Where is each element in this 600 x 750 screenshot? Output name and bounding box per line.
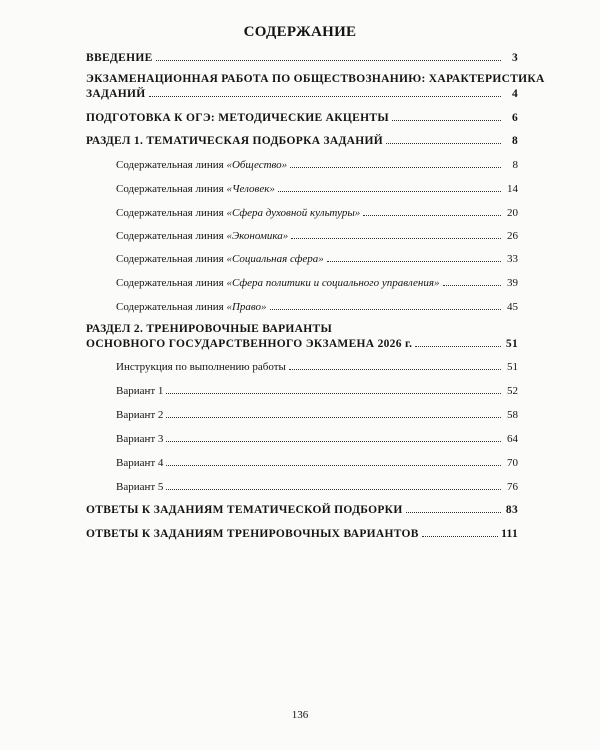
toc-entry-instructions[interactable] xyxy=(116,361,518,373)
toc-entry-page: 111 xyxy=(501,528,518,540)
toc-entry-label: Содержательная линия «Экономика» xyxy=(116,230,289,242)
toc-entry-line-economy[interactable] xyxy=(116,230,518,242)
dot-leader xyxy=(156,60,501,61)
toc-entry-page: 64 xyxy=(507,433,518,445)
toc-entry-page: 8 xyxy=(512,159,518,171)
toc-entry-label: Вариант 5 xyxy=(116,481,164,493)
toc-entry-label: ЗАДАНИЙ xyxy=(86,88,146,100)
toc-entry-label: Инструкция по выполнению работы xyxy=(116,361,286,373)
dot-leader xyxy=(270,309,501,310)
toc-entry-page: 33 xyxy=(507,253,518,265)
toc-entry-page: 51 xyxy=(507,361,518,373)
toc-entry-label: ОТВЕТЫ К ЗАДАНИЯМ ТЕМАТИЧЕСКОЙ ПОДБОРКИ xyxy=(86,504,403,516)
dot-leader xyxy=(166,441,501,442)
toc-entry-variant-4[interactable] xyxy=(116,457,518,469)
page-number: 136 xyxy=(291,709,309,721)
toc-entry-line-law[interactable] xyxy=(116,301,518,313)
toc-entry-exam-work[interactable] xyxy=(86,88,518,100)
toc-entry-oge-preparation[interactable] xyxy=(86,112,518,124)
toc-entry-label: Содержательная линия «Право» xyxy=(116,301,267,313)
toc-entry-page: 26 xyxy=(507,230,518,242)
toc-entry-label: Вариант 1 xyxy=(116,385,164,397)
toc-entry-label: Содержательная линия «Сфера духовной культуры» xyxy=(116,207,361,219)
toc-entry-page: 14 xyxy=(507,183,518,195)
dot-leader xyxy=(443,285,502,286)
toc-entry-page: 52 xyxy=(507,385,518,397)
page-title: СОДЕРЖАНИЕ xyxy=(243,24,357,40)
dot-leader xyxy=(386,143,501,144)
toc-entry-label: ПОДГОТОВКА К ОГЭ: МЕТОДИЧЕСКИЕ АКЦЕНТЫ xyxy=(86,112,389,124)
toc-entry-page: 58 xyxy=(507,409,518,421)
toc-entry-line-society[interactable] xyxy=(116,159,518,171)
toc-entry-page: 4 xyxy=(511,88,518,100)
toc-entry-page: 20 xyxy=(507,207,518,219)
toc-entry-answers-thematic[interactable] xyxy=(86,504,518,516)
toc-entry-variant-1[interactable] xyxy=(116,385,518,397)
toc-entry-label: Вариант 4 xyxy=(116,457,164,469)
toc-entry-section-1[interactable] xyxy=(86,135,518,147)
toc-entry-section-2-line1[interactable]: РАЗДЕЛ 2. ТРЕНИРОВОЧНЫЕ ВАРИАНТЫ xyxy=(86,323,333,335)
toc-entry-page: 39 xyxy=(507,277,518,289)
dot-leader xyxy=(290,167,501,168)
toc-entry-line-politics[interactable] xyxy=(116,277,518,289)
toc-entry-page: 6 xyxy=(511,112,518,124)
dot-leader xyxy=(415,346,501,347)
toc-entry-page: 83 xyxy=(505,504,518,516)
dot-leader xyxy=(166,489,501,490)
toc-entry-line-person[interactable] xyxy=(116,183,518,195)
toc-entry-label: ОСНОВНОГО ГОСУДАРСТВЕННОГО ЭКЗАМЕНА 2026 г. xyxy=(86,338,413,350)
toc-entry-exam-work-line1[interactable]: ЭКЗАМЕНАЦИОННАЯ РАБОТА ПО ОБЩЕСТВОЗНАНИЮ: ХАРАКТЕРИСТИКА xyxy=(86,73,545,85)
dot-leader xyxy=(422,536,498,537)
toc-entry-label: Содержательная линия «Общество» xyxy=(116,159,288,171)
toc-entry-label: Вариант 3 xyxy=(116,433,164,445)
dot-leader xyxy=(406,512,501,513)
dot-leader xyxy=(289,369,501,370)
dot-leader xyxy=(166,393,501,394)
toc-entry-label: Вариант 2 xyxy=(116,409,164,421)
toc-entry-section-2[interactable] xyxy=(86,338,518,350)
toc-entry-label: Содержательная линия «Человек» xyxy=(116,183,275,195)
toc-entry-label: ОТВЕТЫ К ЗАДАНИЯМ ТРЕНИРОВОЧНЫХ ВАРИАНТОВ xyxy=(86,528,419,540)
toc-entry-variant-5[interactable] xyxy=(116,481,518,493)
dot-leader xyxy=(392,120,501,121)
toc-entry-line-culture[interactable] xyxy=(116,207,518,219)
dot-leader xyxy=(363,215,501,216)
dot-leader xyxy=(166,417,501,418)
toc-entry-answers-variants[interactable] xyxy=(86,528,518,540)
toc-entry-page: 8 xyxy=(511,135,518,147)
toc-entry-introduction[interactable] xyxy=(86,52,518,64)
toc-entry-page: 76 xyxy=(507,481,518,493)
toc-entry-page: 70 xyxy=(507,457,518,469)
dot-leader xyxy=(149,96,501,97)
toc-entry-page: 3 xyxy=(511,52,518,64)
toc-entry-page: 51 xyxy=(505,338,518,350)
dot-leader xyxy=(166,465,501,466)
toc-entry-label: Содержательная линия «Социальная сфера» xyxy=(116,253,324,265)
toc-entry-label: РАЗДЕЛ 1. ТЕМАТИЧЕСКАЯ ПОДБОРКА ЗАДАНИЙ xyxy=(86,135,384,147)
dot-leader xyxy=(327,261,501,262)
dot-leader xyxy=(291,238,501,239)
toc-entry-label: Содержательная линия «Сфера политики и социального управления» xyxy=(116,277,440,289)
toc-entry-variant-2[interactable] xyxy=(116,409,518,421)
toc-entry-page: 45 xyxy=(507,301,518,313)
toc-entry-label: ВВЕДЕНИЕ xyxy=(86,52,153,64)
toc-entry-line-social[interactable] xyxy=(116,253,518,265)
toc-entry-variant-3[interactable] xyxy=(116,433,518,445)
dot-leader xyxy=(278,191,501,192)
